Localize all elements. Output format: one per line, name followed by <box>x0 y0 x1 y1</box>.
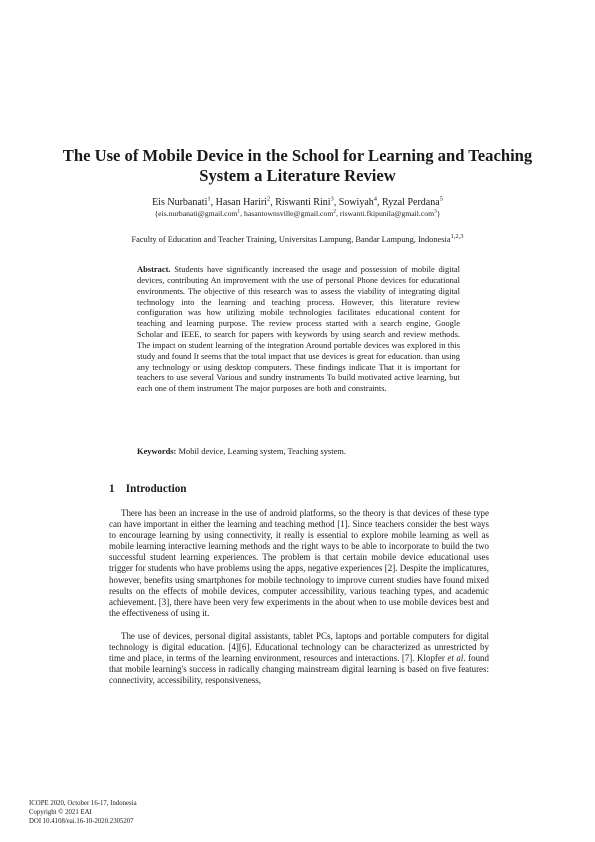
author-email[interactable]: hasantownsville@gmail.com <box>244 209 334 218</box>
section-title: Introduction <box>125 483 187 495</box>
author-separator: , <box>270 197 276 208</box>
keywords <box>137 446 460 457</box>
author-list <box>60 196 535 209</box>
author-name: Riswanti Rini <box>275 197 331 208</box>
body-paragraph: There has been an increase in the use of android platforms, so the theory is that devices of these type can have important in either the learning and teaching method [1]. Since teachers consider the best ways to encourage learning by using connectivity, it really is essential to explore mobile learning as well as mobile learning interactive learning methods and the right ways to be able to incorporate to build the two successful student learning experiences. The problem is that certain mobile device educational uses trigger for students who have problems using the apps, negative experiences [2]. Despite the implicatures, however, benefits using smartphones for mobile technology to improve current studies have found mixed results on the effects of mobile devices, computer accessibility, various teaching types, and academic achievement. [3], there have been very few experiments in the about when to use mobile devices best and the effectiveness of using it. <box>109 508 489 618</box>
email-affiliation-mark: 2 <box>333 208 337 215</box>
author-emails <box>60 209 535 219</box>
paper-title: The Use of Mobile Device in the School for Learning and Teaching System a Literature Review <box>62 146 533 185</box>
author-name: Eis Nurbanati <box>152 197 208 208</box>
abstract-text: Students have significantly increased the usage and possession of mobile digital devices, contributing An improvement with the use of personal Phone devices for educational environments. The objective of this research was to assess the viability of integrating digital technology into the learning and teaching process. However, this literature review configuration was how utilizing mobile technologies facilitates educational content for teaching and learning purpose. The review process started with a search engine, Google Scholar and IEEE, to search for papers with keywords by using search and review methods. The impact on student learning of the integration Around portable devices was explored in this study and found It seems that the total impact that use devices is great for education. than using any technology or using desktop computers. These findings indicate That it is important for teachers to use several Various and sundry instruments To build motivated active learning, but each one of them instrument The major purposes are both and constraints. <box>137 264 460 394</box>
author-name: Sowiyah <box>338 197 374 208</box>
author-name: Ryzal Perdana <box>382 197 440 208</box>
author-affiliation-mark: 2 <box>266 195 271 203</box>
abstract <box>137 264 460 394</box>
section-number: 1 <box>109 483 115 495</box>
author-affiliation-mark: 5 <box>439 195 443 203</box>
email-affiliation-mark: 3 <box>434 208 437 215</box>
conference-line: ICOPE 2020, October 16-17, Indonesia <box>29 800 137 807</box>
author-separator: , <box>377 197 383 208</box>
author-separator: , <box>333 197 339 208</box>
keywords-text: Mobil device, Learning system, Teaching system. <box>178 446 346 456</box>
abstract-label: Abstract. <box>137 264 171 274</box>
copyright-line: Copyright © 2021 EAI <box>29 809 92 816</box>
affiliation-mark: 1,2,3 <box>450 233 464 241</box>
body-paragraph <box>109 631 489 686</box>
author-name: Hasan Hariri <box>215 197 267 208</box>
body-text: . found that mobile learning's success in radically changing mainstream digital learning is based on five features: connectivity, accessibility, responsiveness, <box>109 653 489 686</box>
email-brace-close: } <box>436 209 441 218</box>
doi-line: DOI 10.4108/eai.16-10-2020.2305207 <box>29 818 134 825</box>
email-separator: , <box>240 209 245 218</box>
author-affiliation-mark: 1 <box>207 195 211 203</box>
affiliation-text: Faculty of Education and Teacher Training, Universitas Lampung, Bandar Lampung, Indonesia <box>131 235 451 244</box>
author-affiliation-mark: 4 <box>373 195 378 203</box>
keywords-label: Keywords: <box>137 446 177 456</box>
author-email[interactable]: riswanti.fkipunila@gmail.com <box>339 209 435 218</box>
body-text-italic: et al <box>447 653 464 664</box>
email-brace-open: { <box>154 209 159 218</box>
affiliation <box>60 234 535 245</box>
section-heading <box>109 482 489 496</box>
email-affiliation-mark: 1 <box>237 208 241 215</box>
email-separator: , <box>336 209 340 218</box>
author-separator: , <box>210 197 216 208</box>
page-footer <box>29 799 329 826</box>
author-email[interactable]: eis.nurbanati@gmail.com <box>158 209 238 218</box>
author-affiliation-mark: 3 <box>330 195 334 203</box>
body-text: The use of devices, personal digital assistants, tablet PCs, laptops and portable computers for digital technology is digital education. [4][6]. Educational technology can be characterized as unrestricted by time and place, in terms of the learning environment, resources and interactions. [7]. Klopfer <box>109 631 489 664</box>
